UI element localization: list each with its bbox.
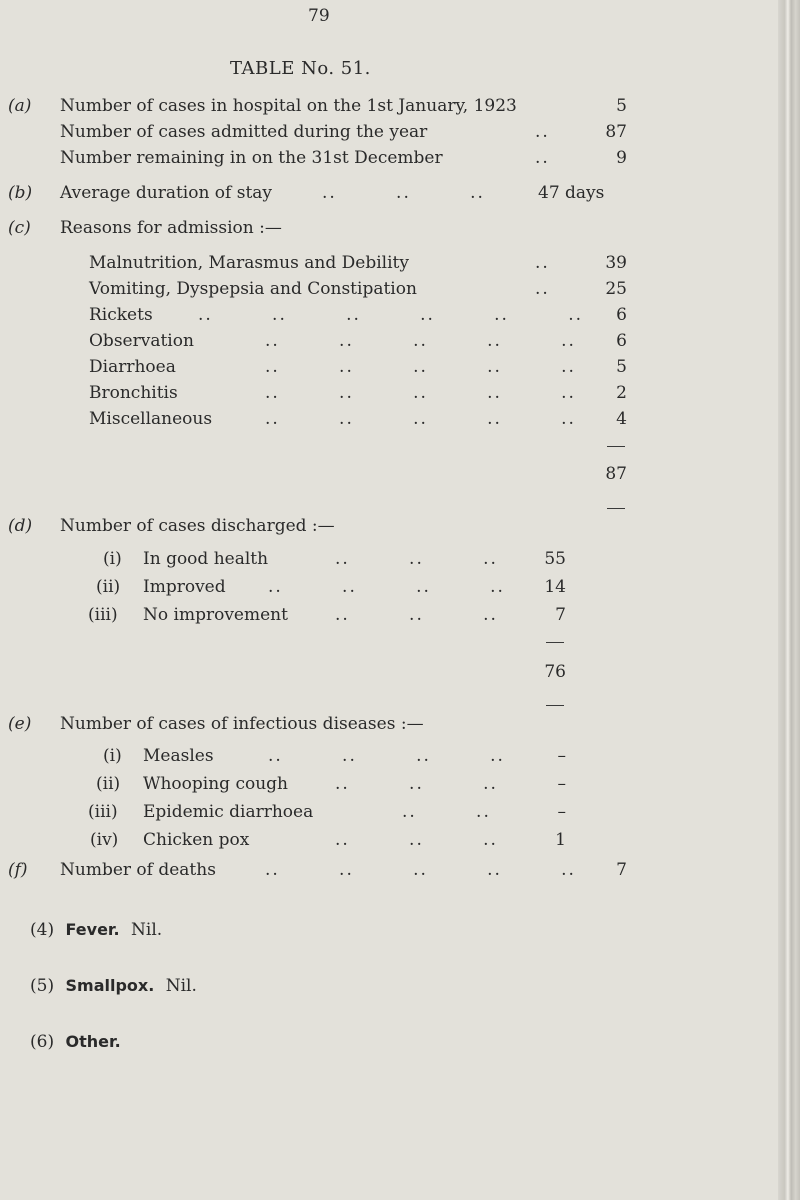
marker-d: (d) — [8, 516, 33, 536]
discharged-item-label: Improved — [143, 577, 226, 597]
note-number: (4) — [30, 920, 55, 940]
reason-value: 6 — [616, 305, 627, 325]
in-hospital-value: 5 — [616, 96, 627, 116]
deaths-value: 7 — [616, 860, 627, 880]
leader-dots: .. — [535, 279, 550, 299]
leader-dots: .. .. .. .. .. .. — [198, 305, 583, 325]
marker-f: (f) — [8, 860, 28, 880]
note-number: (5) — [30, 976, 55, 996]
reason-label: Diarrhoea — [89, 357, 176, 377]
infectious-item-value: 1 — [555, 830, 566, 850]
discharged-label: Number of cases discharged :— — [60, 516, 335, 536]
infectious-item-value: – — [557, 802, 566, 822]
leader-dots: .. — [535, 148, 550, 168]
remaining-value: 9 — [616, 148, 627, 168]
leader-dots: .. — [535, 253, 550, 273]
reason-value: 4 — [616, 409, 627, 429]
note-heading: Other. — [65, 1032, 121, 1051]
leader-dots: .. .. .. .. .. — [265, 383, 576, 403]
infectious-item-label: Whooping cough — [143, 774, 288, 794]
reason-value: 25 — [605, 279, 627, 299]
item-number: (i) — [103, 549, 122, 569]
note-heading: Smallpox. — [65, 976, 155, 995]
leader-dots: .. .. .. .. .. — [265, 409, 576, 429]
leader-dots: .. .. — [402, 802, 491, 822]
reason-value: 39 — [605, 253, 627, 273]
leader-dots: .. .. .. .. .. — [265, 357, 576, 377]
reason-label: Rickets — [89, 305, 153, 325]
item-number: (i) — [103, 746, 122, 766]
infectious-item-label: Chicken pox — [143, 830, 250, 850]
in-hospital-label: Number of cases in hospital on the 1st January, 1923 — [60, 96, 517, 116]
leader-dots: .. .. .. .. .. — [265, 331, 576, 351]
reason-label: Miscellaneous — [89, 409, 213, 429]
note-number: (6) — [30, 1032, 55, 1052]
total-rule — [546, 705, 564, 706]
item-number: (ii) — [96, 774, 121, 794]
admitted-label: Number of cases admitted during the year — [60, 122, 428, 142]
reason-label: Vomiting, Dyspepsia and Constipation — [89, 279, 417, 299]
note-text: Nil. — [165, 976, 197, 996]
item-number: (ii) — [96, 577, 121, 597]
item-number: (iii) — [88, 605, 118, 625]
leader-dots: .. .. .. .. — [268, 577, 505, 597]
note-heading: Fever. — [65, 920, 120, 939]
item-number: (iv) — [90, 830, 119, 850]
duration-value: 47 days — [538, 183, 605, 203]
leader-dots: .. .. .. — [335, 774, 498, 794]
marker-c: (c) — [8, 218, 31, 238]
infectious-item-value: – — [557, 746, 566, 766]
leader-dots: .. .. .. — [335, 605, 498, 625]
reasons-label: Reasons for admission :— — [60, 218, 282, 238]
discharged-item-label: In good health — [143, 549, 269, 569]
discharged-item-value: 55 — [544, 549, 566, 569]
total-rule — [607, 446, 625, 447]
total-rule — [607, 508, 625, 509]
leader-dots: .. .. .. — [322, 183, 485, 203]
discharged-total: 76 — [544, 662, 566, 682]
item-number: (iii) — [88, 802, 118, 822]
leader-dots: .. .. .. .. — [268, 746, 505, 766]
reason-label: Bronchitis — [89, 383, 178, 403]
table-title: TABLE No. 51. — [230, 58, 371, 79]
total-rule — [546, 642, 564, 643]
marker-a: (a) — [8, 96, 32, 116]
leader-dots: .. .. .. — [335, 830, 498, 850]
page-number: 79 — [308, 6, 330, 26]
reason-value: 5 — [616, 357, 627, 377]
infectious-label: Number of cases of infectious diseases :— — [60, 714, 424, 734]
note-text: Nil. — [131, 920, 163, 940]
remaining-label: Number remaining in on the 31st December — [60, 148, 443, 168]
note-fever — [30, 920, 162, 944]
discharged-item-value: 7 — [555, 605, 566, 625]
discharged-item-value: 14 — [544, 577, 566, 597]
leader-dots: .. .. .. — [335, 549, 498, 569]
note-smallpox — [30, 976, 197, 1000]
reason-value: 2 — [616, 383, 627, 403]
leader-dots: .. .. .. .. .. — [265, 860, 576, 880]
reasons-total: 87 — [605, 464, 627, 484]
reason-value: 6 — [616, 331, 627, 351]
note-other — [30, 1032, 127, 1056]
reason-label: Malnutrition, Marasmus and Debility — [89, 253, 409, 273]
deaths-label: Number of deaths — [60, 860, 216, 880]
duration-label: Average duration of stay — [60, 183, 273, 203]
infectious-item-label: Measles — [143, 746, 214, 766]
marker-e: (e) — [8, 714, 32, 734]
discharged-item-label: No improvement — [143, 605, 288, 625]
reason-label: Observation — [89, 331, 194, 351]
marker-b: (b) — [8, 183, 33, 203]
infectious-item-label: Epidemic diarrhoea — [143, 802, 314, 822]
leader-dots: .. — [535, 122, 550, 142]
infectious-item-value: – — [557, 774, 566, 794]
admitted-value: 87 — [605, 122, 627, 142]
page-edge — [778, 0, 800, 1200]
